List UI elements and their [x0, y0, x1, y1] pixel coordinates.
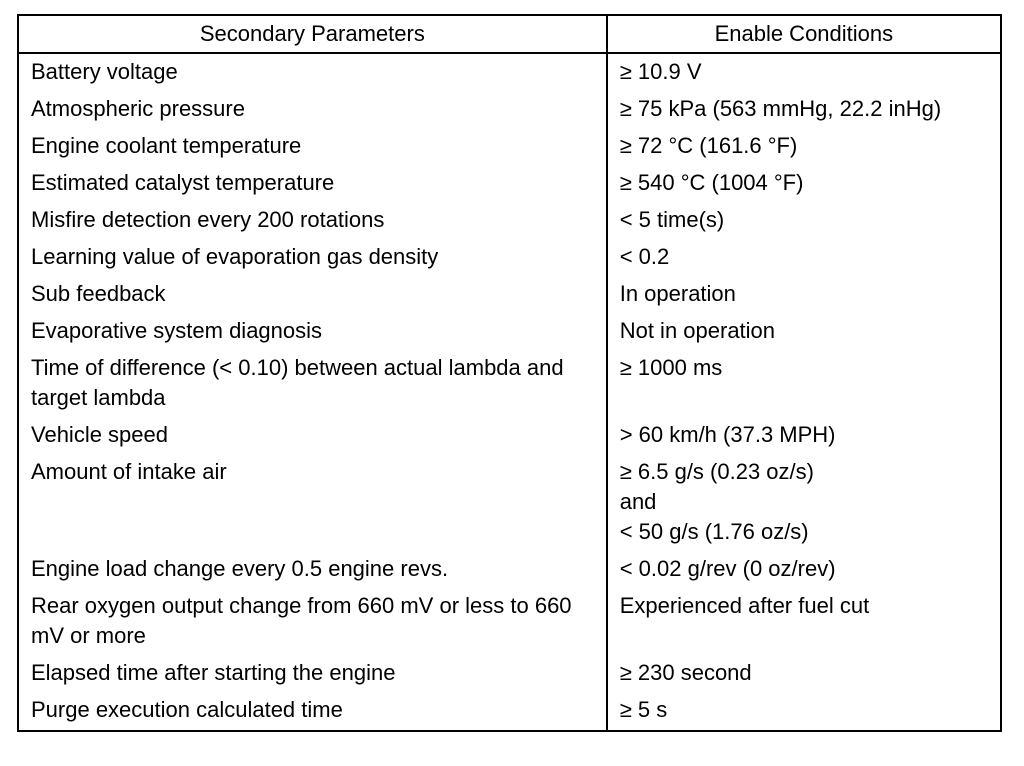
condition-line: ≥ 540 °C (1004 °F) — [619, 170, 804, 195]
condition-cell — [607, 656, 1001, 693]
table-row — [18, 166, 1001, 203]
condition-line: ≥ 5 s — [619, 697, 668, 722]
parameter-cell: Elapsed time after starting the engine — [18, 656, 607, 693]
condition-line: > 60 km/h (37.3 MPH) — [619, 422, 836, 447]
header-row — [18, 15, 1001, 53]
parameter-cell: Battery voltage — [18, 53, 607, 92]
condition-line: Not in operation — [619, 318, 776, 343]
table-row — [18, 203, 1001, 240]
condition-line: ≥ 75 kPa (563 mmHg, 22.2 inHg) — [619, 96, 942, 121]
parameter-cell: Rear oxygen output change from 660 mV or less to 660 mV or more — [18, 589, 607, 656]
condition-line: < 50 g/s (1.76 oz/s) — [619, 519, 809, 544]
parameter-cell: Engine coolant temperature — [18, 129, 607, 166]
condition-line: ≥ 230 second — [619, 660, 752, 685]
parameter-cell: Atmospheric pressure — [18, 92, 607, 129]
parameter-cell: Engine load change every 0.5 engine revs. — [18, 552, 607, 589]
table-row — [18, 455, 1001, 552]
header-enable-conditions: Enable Conditions — [607, 15, 1001, 53]
table-row — [18, 552, 1001, 589]
parameter-cell: Misfire detection every 200 rotations — [18, 203, 607, 240]
parameters-table — [17, 14, 1002, 732]
parameter-cell: Estimated catalyst temperature — [18, 166, 607, 203]
table-row — [18, 656, 1001, 693]
condition-cell — [607, 203, 1001, 240]
condition-cell — [607, 314, 1001, 351]
condition-line: < 0.2 — [619, 244, 670, 269]
condition-line: ≥ 72 °C (161.6 °F) — [619, 133, 798, 158]
condition-cell — [607, 277, 1001, 314]
table-row — [18, 693, 1001, 731]
table-row — [18, 240, 1001, 277]
table-body — [18, 53, 1001, 731]
parameter-cell: Amount of intake air — [18, 455, 607, 552]
condition-cell — [607, 240, 1001, 277]
condition-line: ≥ 10.9 V — [619, 59, 702, 84]
condition-line: In operation — [619, 281, 736, 306]
condition-cell — [607, 166, 1001, 203]
condition-cell — [607, 455, 1001, 552]
parameter-cell: Time of difference (< 0.10) between actual lambda and target lambda — [18, 351, 607, 418]
parameter-cell: Sub feedback — [18, 277, 607, 314]
table-row — [18, 589, 1001, 656]
header-secondary-parameters: Secondary Parameters — [18, 15, 607, 53]
table-row — [18, 418, 1001, 455]
condition-cell — [607, 351, 1001, 418]
table-row — [18, 277, 1001, 314]
table-row — [18, 92, 1001, 129]
condition-cell — [607, 418, 1001, 455]
condition-cell — [607, 129, 1001, 166]
condition-line: and — [619, 489, 657, 514]
condition-cell — [607, 53, 1001, 92]
condition-cell — [607, 589, 1001, 656]
table-row — [18, 351, 1001, 418]
parameter-cell: Vehicle speed — [18, 418, 607, 455]
condition-line: < 5 time(s) — [619, 207, 725, 232]
condition-line: Experienced after fuel cut — [619, 593, 870, 618]
table-row — [18, 129, 1001, 166]
table-row — [18, 53, 1001, 92]
parameter-cell: Evaporative system diagnosis — [18, 314, 607, 351]
table-row — [18, 314, 1001, 351]
condition-cell — [607, 552, 1001, 589]
parameter-cell: Purge execution calculated time — [18, 693, 607, 731]
condition-line: ≥ 6.5 g/s (0.23 oz/s) — [619, 459, 814, 484]
parameter-cell: Learning value of evaporation gas density — [18, 240, 607, 277]
condition-cell — [607, 693, 1001, 731]
condition-cell — [607, 92, 1001, 129]
condition-line: < 0.02 g/rev (0 oz/rev) — [619, 556, 836, 581]
condition-line: ≥ 1000 ms — [619, 355, 723, 380]
